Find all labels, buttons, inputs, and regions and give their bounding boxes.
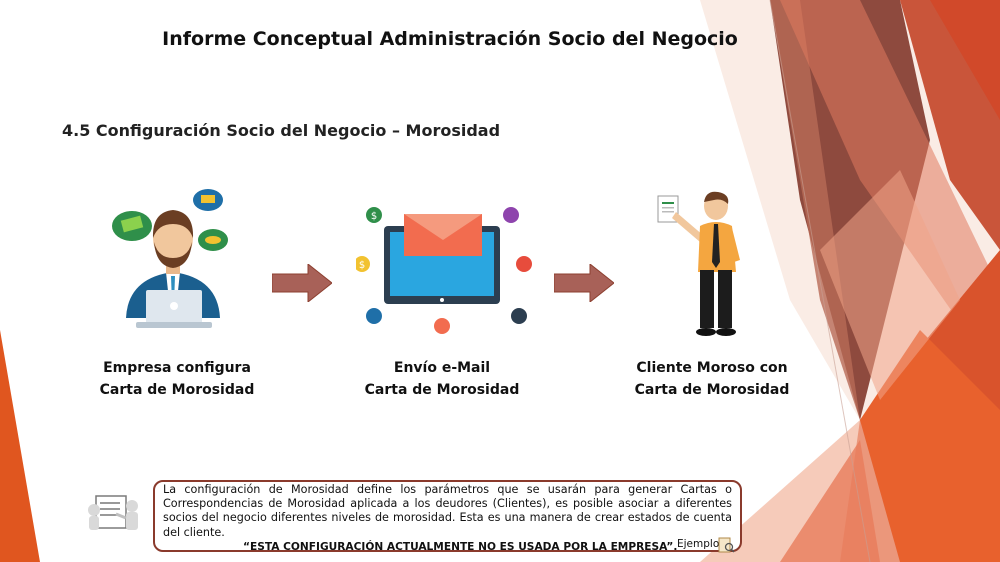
email-monitor-icon [356, 200, 536, 338]
worried-client-icon [654, 190, 754, 340]
flow-arrow-2 [554, 264, 614, 302]
businessman-laptop-icon [108, 186, 238, 334]
step-caption-line2: Carta de Morosidad [99, 382, 255, 398]
checklist-figures-icon [86, 492, 144, 536]
section-heading: 4.5 Configuración Socio del Negocio – Morosidad [62, 121, 501, 140]
note-warning: “ESTA CONFIGURACIÓN ACTUALMENTE NO ES USADA POR LA EMPRESA”. [243, 540, 678, 553]
svg-text:$: $ [358, 260, 366, 271]
slide-title: Informe Conceptual Administración Socio del Negocio [162, 28, 738, 50]
flow-arrow-1 [272, 264, 332, 302]
step-caption-line1: Empresa configura [103, 360, 251, 376]
step-caption-line2: Carta de Morosidad [364, 382, 520, 398]
svg-text:$: $ [370, 211, 378, 222]
note-text: La configuración de Morosidad define los parámetros que se usarán para generar Cartas o Correspondencias de Morosidad aplicada a los deudores (Clientes), es posible asociar a diferentes socios del negocio diferentes niveles de morosidad. Esta es una manera de crear estados de cuenta del cliente. [163, 483, 732, 539]
step-caption-2 [347, 357, 537, 401]
step-caption-line1: Envío e-Mail [393, 360, 491, 376]
step-caption-1 [82, 357, 272, 401]
example-link[interactable]: Ejemplo [677, 538, 720, 550]
example-document-icon[interactable] [717, 536, 735, 554]
step-caption-3 [617, 357, 807, 401]
step-caption-line2: Carta de Morosidad [634, 382, 790, 398]
step-caption-line1: Cliente Moroso con [636, 360, 788, 376]
description-note [153, 480, 742, 552]
